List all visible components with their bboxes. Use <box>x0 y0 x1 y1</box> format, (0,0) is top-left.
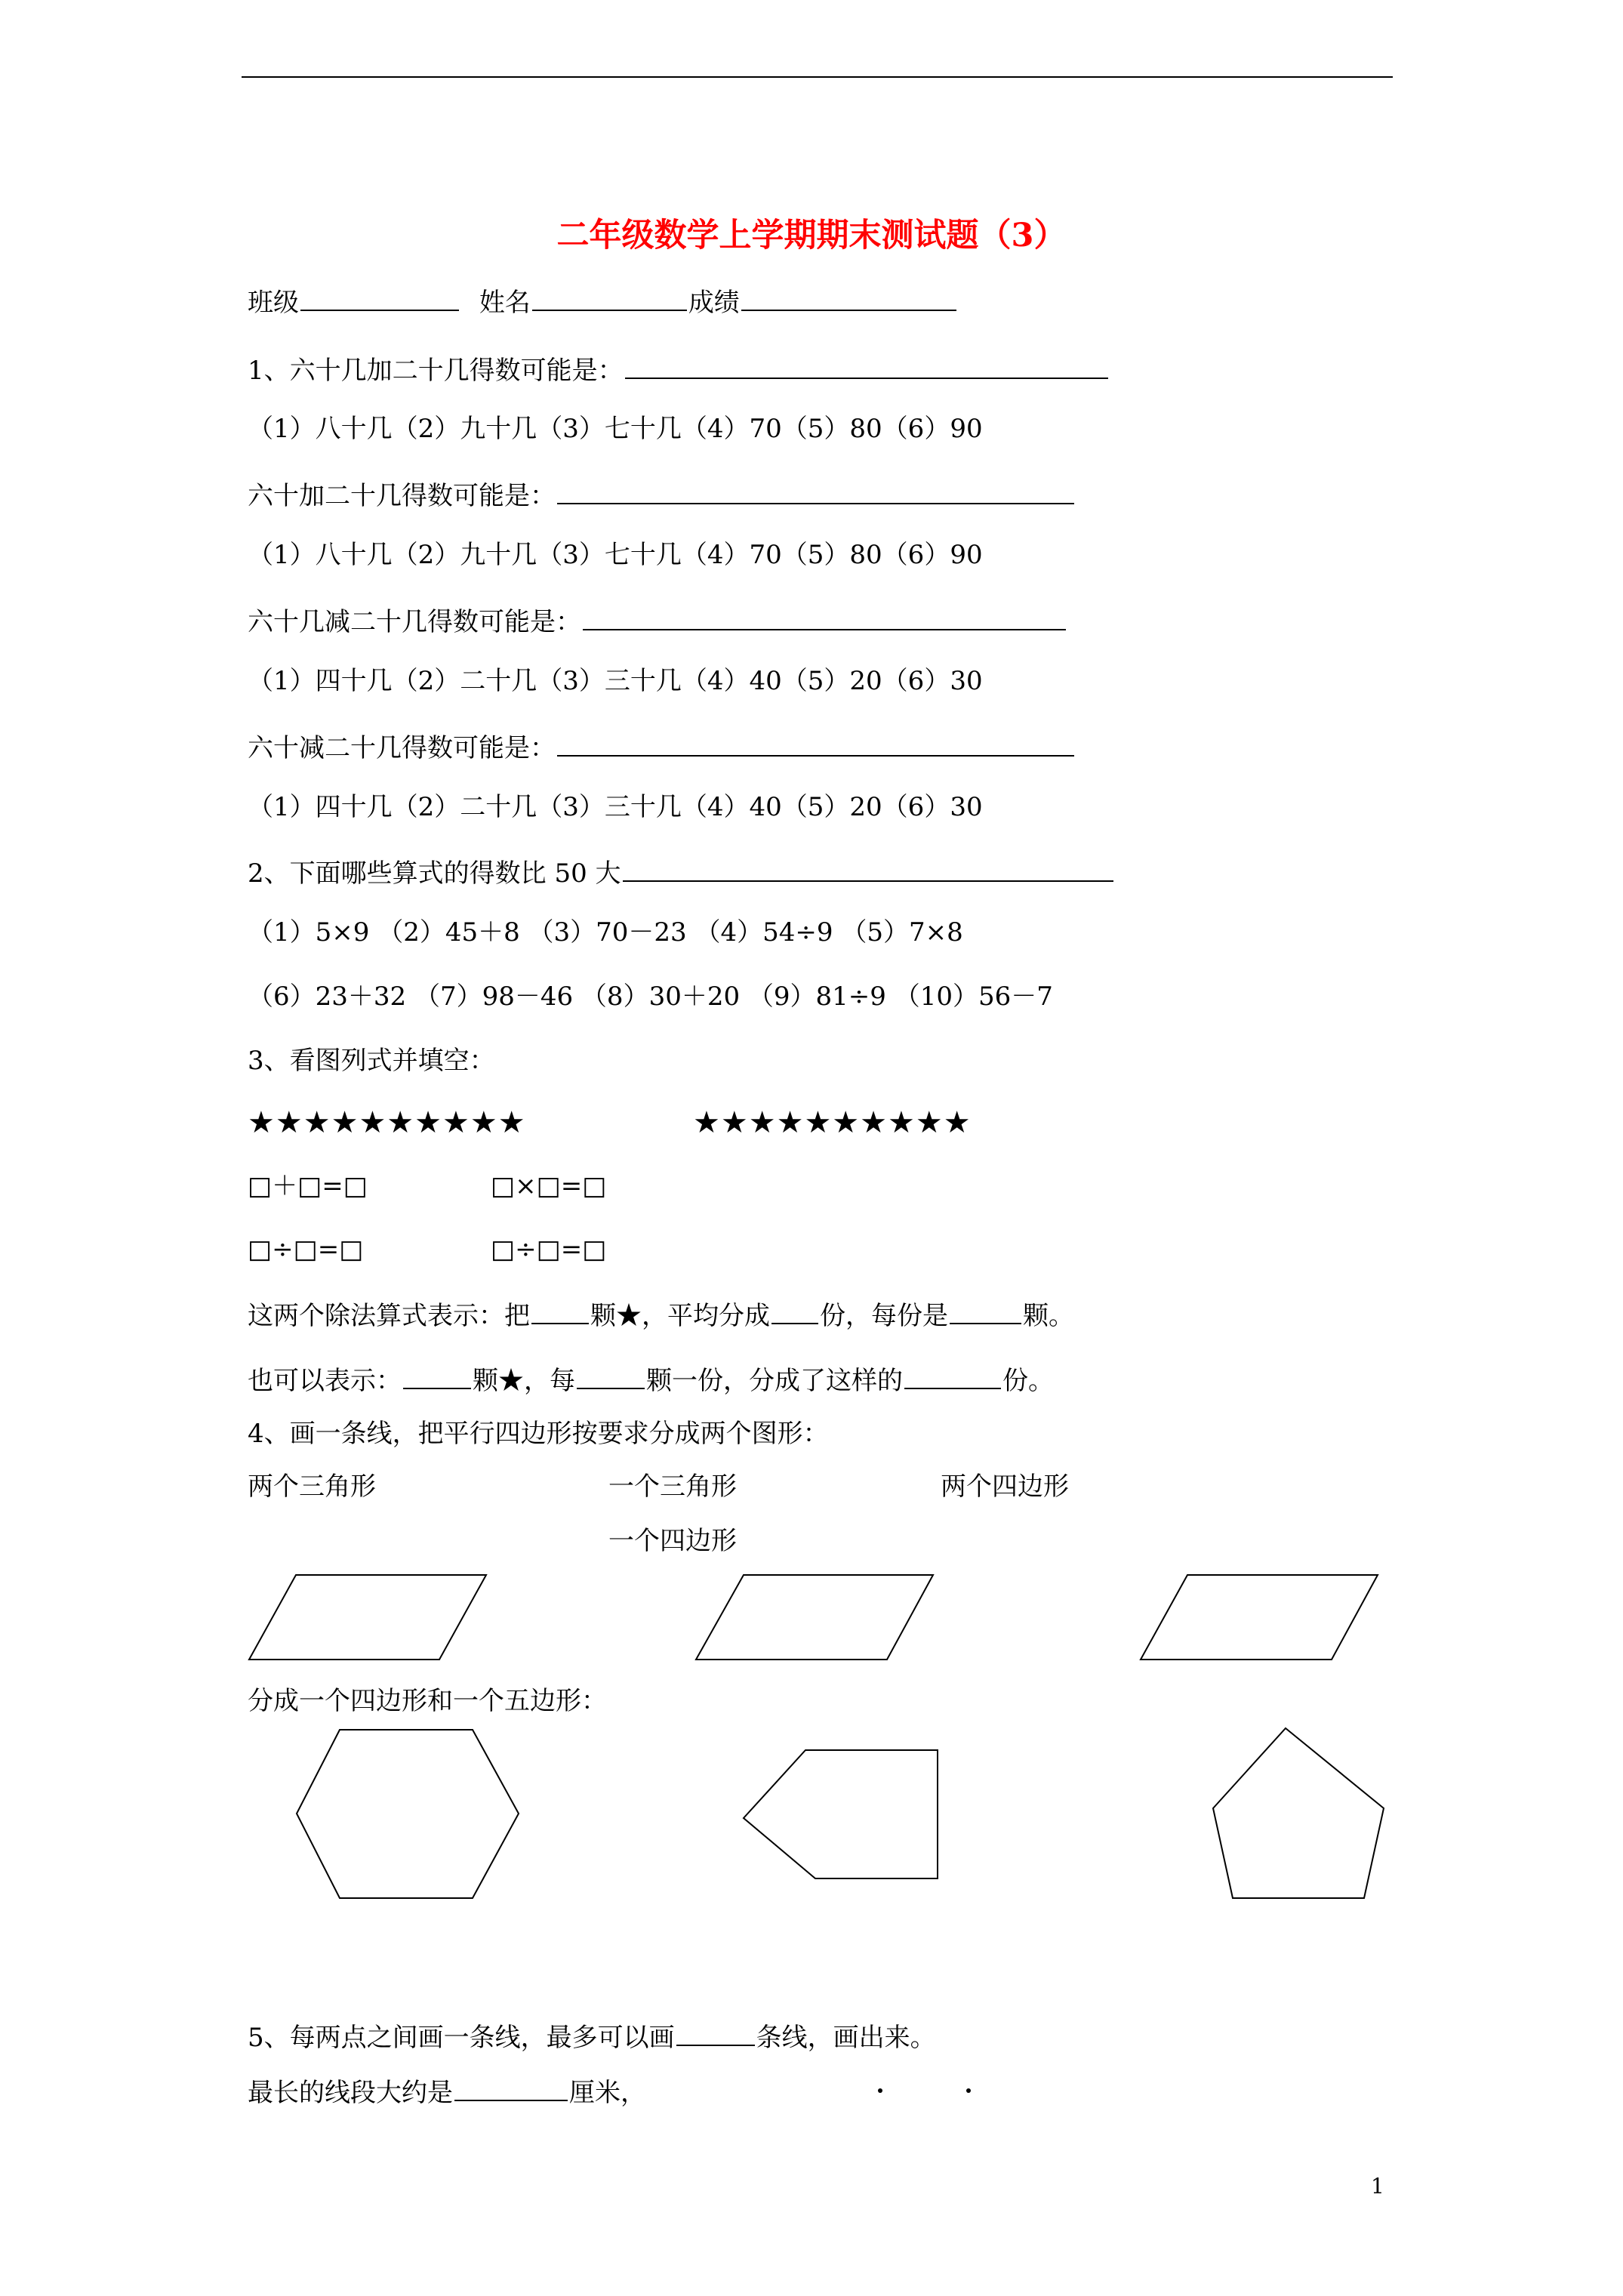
q1-options-3: （1）四十几（2）二十几（3）三十几（4）40（5）20（6）30 <box>248 666 983 696</box>
star-row-left: ★★★★★★★★★★ <box>248 1105 526 1140</box>
star-row-right: ★★★★★★★★★★ <box>693 1105 972 1140</box>
answer-blank[interactable] <box>676 2016 755 2046</box>
sentence-text: 份。 <box>1002 1366 1054 1396</box>
parallelogram-1[interactable] <box>249 1575 486 1660</box>
q5-sentence-2 <box>248 2071 646 2112</box>
equation-divide-2: □÷□=□ <box>491 1234 607 1265</box>
q4-label-quadrilateral: 一个四边形 <box>608 1526 737 1556</box>
hexagon[interactable] <box>297 1730 519 1898</box>
q2-options-row-1: （1）5×9 （2）45＋8 （3）70－23 （4）54÷9 （5）7×8 <box>248 917 963 948</box>
q5-sentence-1 <box>248 2016 936 2057</box>
point-a <box>878 2088 882 2093</box>
page-number: 1 <box>1371 2174 1384 2199</box>
sentence-text: 颗。 <box>1023 1301 1074 1331</box>
equation-multiply: □×□=□ <box>491 1171 607 1201</box>
sentence-text: 颗★，每 <box>473 1366 575 1396</box>
sentence-text: 条线，画出来。 <box>756 2023 936 2053</box>
answer-blank[interactable] <box>454 2071 568 2101</box>
q1-prompt-text: 六十加二十几得数可能是： <box>248 481 556 511</box>
q1-options-1: （1）八十几（2）九十几（3）七十几（4）70（5）80（6）90 <box>248 414 983 444</box>
q4-prompt: 4、画一条线，把平行四边形按要求分成两个图形： <box>248 1419 829 1449</box>
q1-options-2: （1）八十几（2）九十几（3）七十几（4）70（5）80（6）90 <box>248 540 983 570</box>
page-title: 二年级数学上学期期末测试题（3） <box>556 217 1067 254</box>
equation-add: □＋□=□ <box>248 1171 368 1201</box>
sentence-text: 厘米， <box>569 2078 646 2108</box>
point-b <box>966 2088 971 2093</box>
q1-prompt-text: 1、六十几加二十几得数可能是： <box>248 356 624 386</box>
pentagon-regular[interactable] <box>1213 1728 1384 1898</box>
sentence-text: 5、每两点之间画一条线，最多可以画 <box>248 2023 675 2053</box>
score-label: 成绩 <box>688 288 740 318</box>
q2-options-row-2: （6）23＋32 （7）98－46 （8）30＋20 （9）81÷9 （10）56－7 <box>248 982 1053 1012</box>
q4-label-triangle: 一个三角形 <box>608 1472 737 1502</box>
sentence-text: 最长的线段大约是 <box>248 2078 453 2108</box>
q2-prompt-text: 2、下面哪些算式的得数比 50 大 <box>248 858 621 889</box>
q1-prompt-text: 六十几减二十几得数可能是： <box>248 607 581 637</box>
sentence-text: 这两个除法算式表示：把 <box>248 1301 530 1331</box>
equation-divide-1: □÷□=□ <box>248 1234 364 1265</box>
parallelogram-3[interactable] <box>1141 1575 1378 1660</box>
name-label: 姓名 <box>479 288 531 318</box>
q4-label-two-triangles: 两个三角形 <box>248 1472 376 1502</box>
sentence-text: 也可以表示： <box>248 1366 402 1396</box>
q1-options-4: （1）四十几（2）二十几（3）三十几（4）40（5）20（6）30 <box>248 792 983 822</box>
q4-label-two-quadrilaterals: 两个四边形 <box>941 1472 1069 1502</box>
parallelogram-2[interactable] <box>696 1575 933 1660</box>
class-label: 班级 <box>248 288 299 318</box>
q1-prompt-text: 六十减二十几得数可能是： <box>248 733 556 763</box>
sentence-text: 颗★，平均分成 <box>590 1301 770 1331</box>
sentence-text: 颗一份，分成了这样的 <box>646 1366 903 1396</box>
pentagon-arrow[interactable] <box>744 1750 938 1878</box>
sentence-text: 份，每份是 <box>820 1301 948 1331</box>
q4-prompt-2: 分成一个四边形和一个五边形： <box>248 1686 607 1716</box>
q3-prompt: 3、看图列式并填空： <box>248 1046 495 1076</box>
